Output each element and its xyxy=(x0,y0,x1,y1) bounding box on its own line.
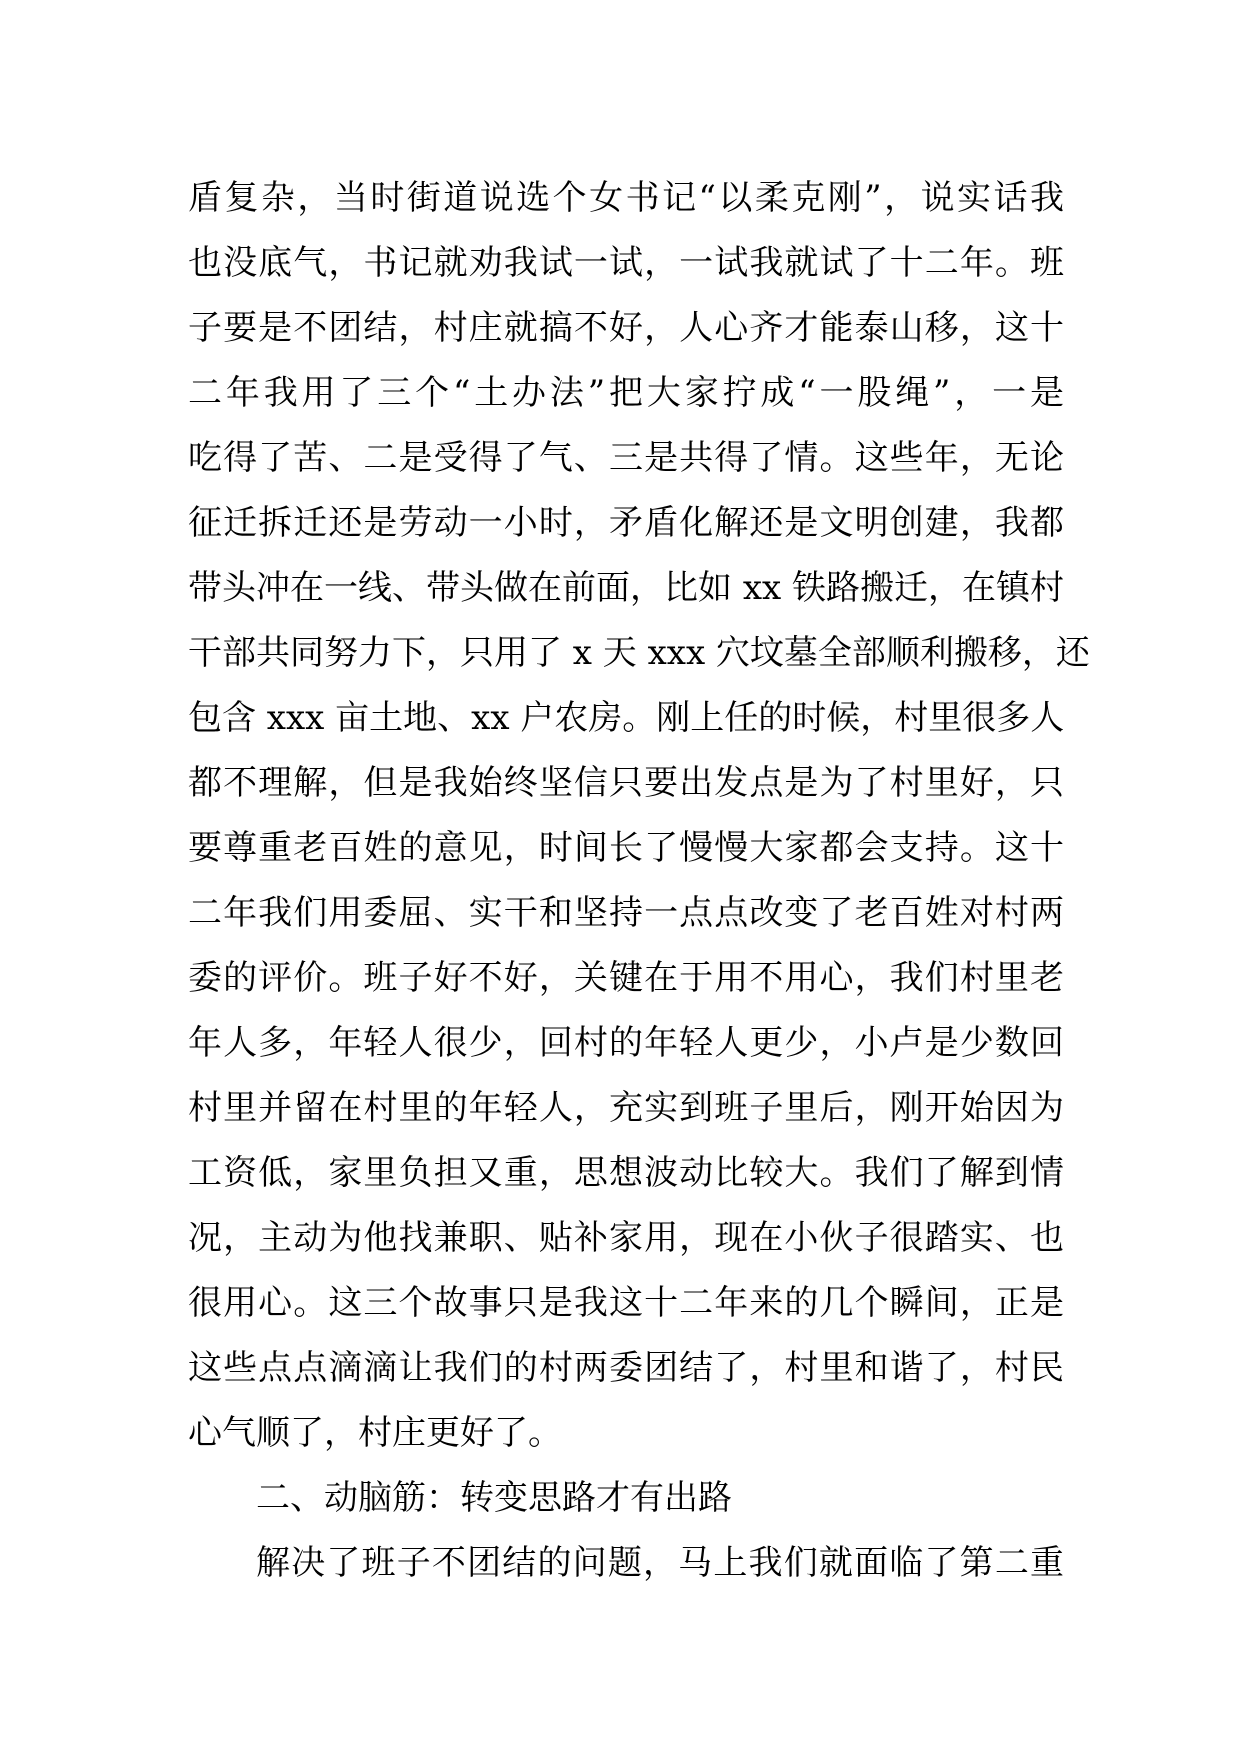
section-heading: 二、动脑筋：转变思路才有出路 xyxy=(256,1478,732,1518)
paragraph-line: 很用心。这三个故事只是我这十二年来的几个瞬间，正是 xyxy=(188,1283,1064,1323)
paragraph-line: 村里并留在村里的年轻人，充实到班子里后，刚开始因为 xyxy=(188,1088,1064,1128)
body-text xyxy=(188,166,1090,1596)
paragraph-line: 也没底气，书记就劝我试一试，一试我就试了十二年。班 xyxy=(188,243,1064,283)
paragraph-line: 这些点点滴滴让我们的村两委团结了，村里和谐了，村民 xyxy=(188,1348,1064,1388)
paragraph-line: 心气顺了，村庄更好了。 xyxy=(188,1413,562,1453)
paragraph-line: 况，主动为他找兼职、贴补家用，现在小伙子很踏实、也 xyxy=(188,1218,1064,1258)
paragraph-line: 带头冲在一线、带头做在前面，比如 xx 铁路搬迁，在镇村 xyxy=(188,568,1064,608)
paragraph-line: 子要是不团结，村庄就搞不好，人心齐才能泰山移，这十 xyxy=(188,308,1064,348)
paragraph-line: 包含 xxx 亩土地、xx 户农房。刚上任的时候，村里很多人 xyxy=(188,698,1065,738)
paragraph-line: 要尊重老百姓的意见，时间长了慢慢大家都会支持。这十 xyxy=(188,828,1064,868)
paragraph-line: 二年我用了三个“土办法”把大家拧成“一股绳”，一是 xyxy=(188,373,1064,413)
paragraph-line: 干部共同努力下，只用了 x 天 xxx 穴坟墓全部顺利搬移，还 xyxy=(188,633,1090,673)
paragraph-line: 工资低，家里负担又重，思想波动比较大。我们了解到情 xyxy=(188,1153,1064,1193)
paragraph-line: 二年我们用委屈、实干和坚持一点点改变了老百姓对村两 xyxy=(188,893,1064,933)
paragraph-line: 年人多，年轻人很少，回村的年轻人更少，小卢是少数回 xyxy=(188,1023,1064,1063)
paragraph-line: 都不理解，但是我始终坚信只要出发点是为了村里好，只 xyxy=(188,763,1064,803)
paragraph-line: 委的评价。班子好不好，关键在于用不用心，我们村里老 xyxy=(188,958,1064,998)
paragraph-line: 解决了班子不团结的问题，马上我们就面临了第二重 xyxy=(256,1543,1064,1583)
paragraph-line: 吃得了苦、二是受得了气、三是共得了情。这些年，无论 xyxy=(188,438,1064,478)
paragraph-line: 盾复杂，当时街道说选个女书记“以柔克刚”，说实话我 xyxy=(188,178,1064,218)
paragraph-line: 征迁拆迁还是劳动一小时，矛盾化解还是文明创建，我都 xyxy=(188,503,1064,543)
